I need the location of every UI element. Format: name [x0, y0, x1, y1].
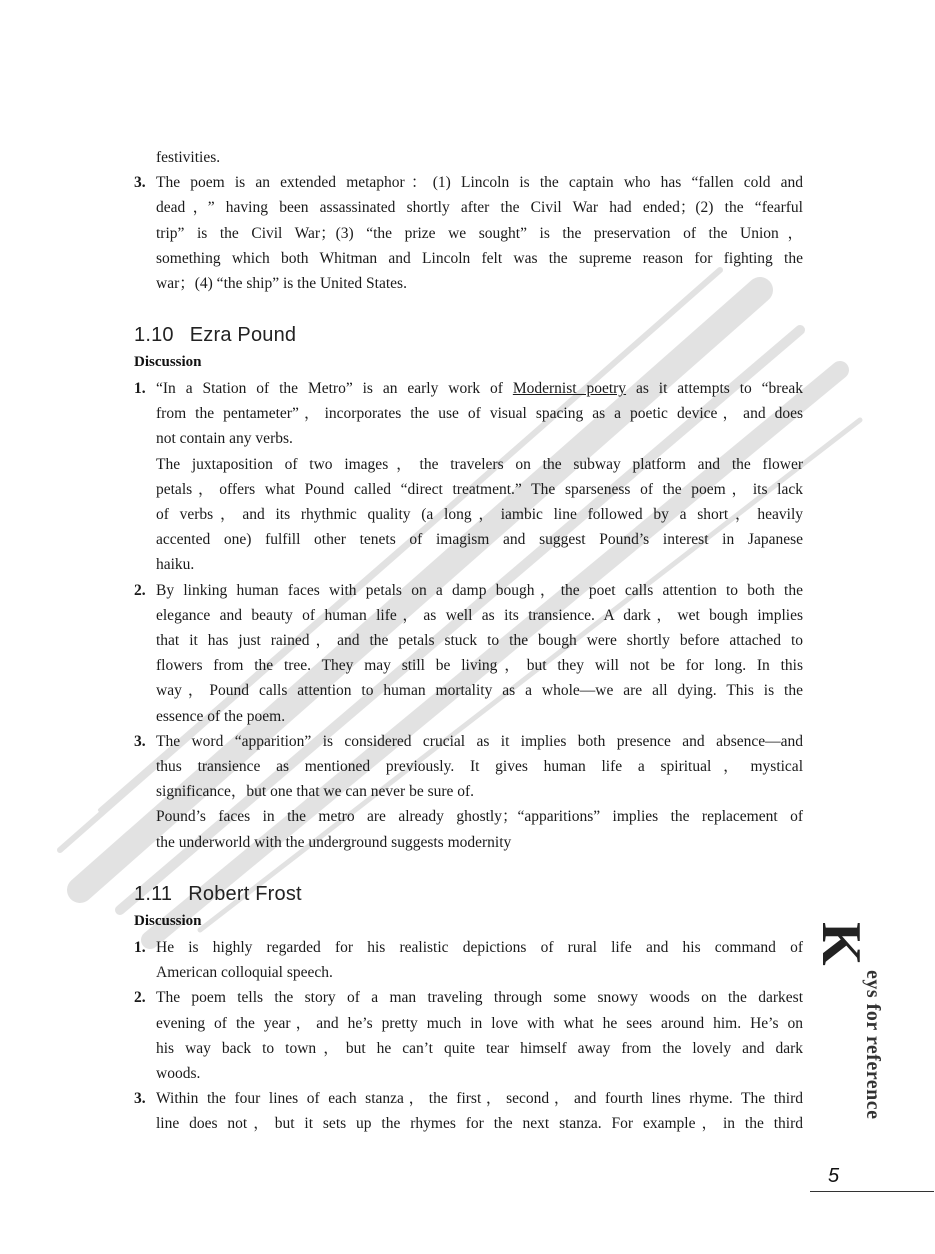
page-number-rule [810, 1191, 934, 1192]
text-line: way，Pound calls attention to human mortality as a whole—we are all dying. This is the [156, 682, 803, 700]
text-line: evening of the year，and he’s pretty much in love with what he sees around him. He’s on [156, 1014, 803, 1032]
text-line: significance，but one that we can never be sure of. [156, 783, 475, 801]
text-line: The poem tells the story of a man traveling through some snowy woods on the darkest [156, 989, 803, 1007]
text-line: from the pentameter”，incorporates the use of visual spacing as a poetic device，and does [156, 405, 803, 423]
item-number: 3. [134, 732, 146, 750]
section-title: Robert Frost [188, 883, 302, 905]
item-number: 3. [134, 1090, 146, 1108]
text-line: trip” is the Civil War；(3) “the prize we sought” is the preservation of the Union， [156, 224, 803, 242]
text-line: elegance and beauty of human life，as well as its transience. A dark，wet bough implies [156, 606, 803, 624]
text-line: haiku. [156, 556, 195, 574]
text-line [156, 376, 803, 401]
text-line: The poem is an extended metaphor：(1) Lincoln is the captain who has “fallen cold and [156, 174, 803, 192]
item-number: 1. [134, 380, 146, 397]
tab-initial: K [810, 922, 872, 966]
text-span: “In a Station of the Metro” is an early work of [156, 380, 513, 397]
text-line: accented one) fulfill other tenets of imagism and suggest Pound’s interest in Japanese [156, 531, 803, 549]
text-line: the underworld with the underground suggests modernity [156, 833, 512, 851]
text-line: war；(4) “the ship” is the United States. [156, 275, 407, 293]
continuation-text: festivities. [156, 149, 221, 166]
text-line: something which both Whitman and Lincoln felt was the supreme reason for fighting the [156, 249, 803, 267]
text-line: dead，” having been assassinated shortly after the Civil War had ended；(2) the “fearful [156, 199, 803, 217]
list-item [134, 935, 803, 985]
page-number: 5 [828, 1165, 840, 1187]
list-item [134, 985, 803, 1086]
section-title: Ezra Pound [189, 324, 297, 346]
text-line: Within the four lines of each stanza，the first，second，and fourth lines rhyme. The third [156, 1090, 803, 1108]
text-line: not contain any verbs. [156, 430, 293, 448]
section-heading [134, 883, 302, 906]
text-line: The word “apparition” is considered crucial as it implies both presence and absence—and [156, 732, 803, 750]
section-1-10-list [134, 376, 803, 855]
discussion-label: Discussion [134, 354, 202, 370]
list-item [134, 170, 803, 296]
list-item [134, 1086, 803, 1136]
text-line: The juxtaposition of two images，the travelers on the subway platform and the flower [156, 455, 803, 473]
list-item [134, 578, 803, 729]
text-line: flowers from the tree. They may still be living，but they will not be for long. In this [156, 657, 803, 675]
section-1-11-list [134, 935, 803, 1137]
text-span: as it attempts to “break [626, 380, 803, 397]
text-line: his way back to town，but he can’t quite tear himself away from the lovely and dark [156, 1039, 803, 1057]
top-block [134, 145, 803, 296]
item-number: 1. [134, 939, 146, 956]
item-number: 2. [134, 989, 146, 1007]
item-number: 3. [134, 174, 146, 192]
list-item [134, 376, 803, 578]
text-line: petals，offers what Pound called “direct treatment.” The sparseness of the poem，its lack [156, 480, 803, 498]
text-line: He is highly regarded for his realistic depictions of rural life and his command of [156, 939, 803, 956]
text-line: By linking human faces with petals on a damp bough，the poet calls attention to both the [156, 581, 803, 599]
text-line: thus transience as mentioned previously. It gives human life a spiritual，mystical [156, 758, 803, 776]
text-line: Pound’s faces in the metro are already ghostly；“apparitions” implies the replacement of [156, 808, 803, 826]
text-line: American colloquial speech. [156, 964, 333, 982]
section-number: 1.11 [134, 883, 173, 905]
keys-for-reference-tab [810, 922, 884, 1132]
text-line: that it has just rained，and the petals stuck to the bough were shortly before attached to [156, 632, 803, 650]
item-number: 2. [134, 581, 146, 599]
text-line: of verbs，and its rhythmic quality (a long，iambic line followed by a short，heavily [156, 506, 803, 524]
text-line: line does not，but it sets up the rhymes for the next stanza. For example，in the third [156, 1115, 803, 1133]
modernist-poetry-link[interactable]: Modernist poetry [512, 380, 627, 397]
list-item [134, 729, 803, 855]
section-heading [134, 324, 296, 347]
section-number: 1.10 [134, 324, 174, 346]
tab-label: eys for reference [862, 970, 884, 1120]
text-line: woods. [156, 1065, 201, 1083]
text-line: essence of the poem. [156, 707, 286, 725]
discussion-label: Discussion [134, 913, 202, 929]
